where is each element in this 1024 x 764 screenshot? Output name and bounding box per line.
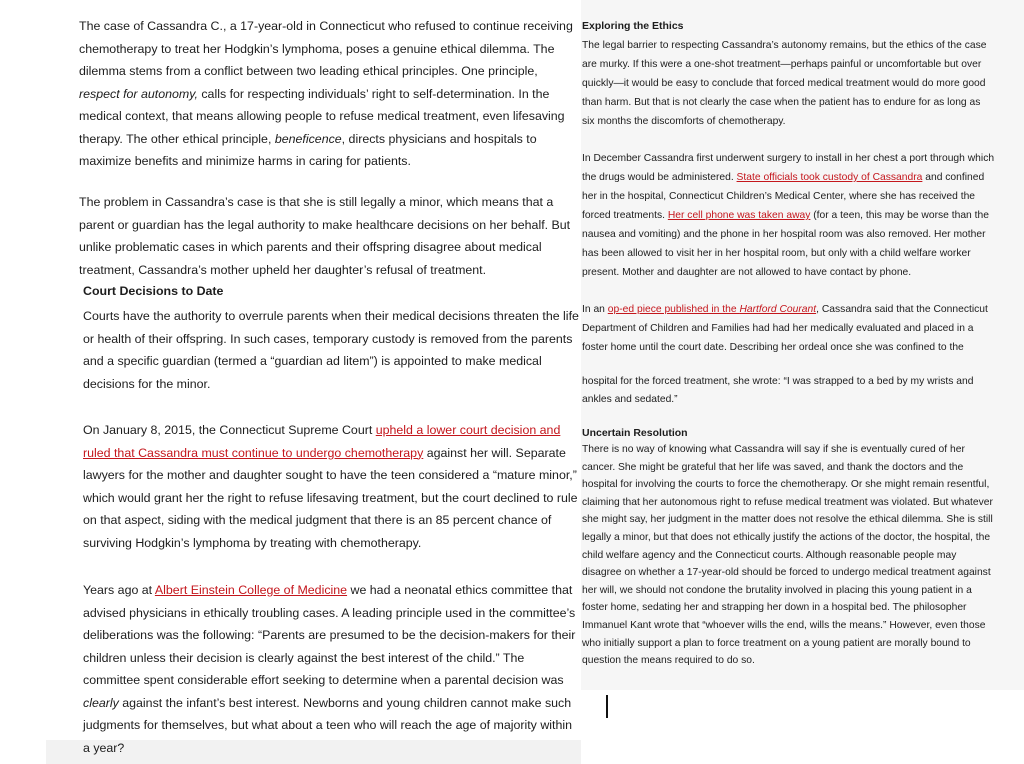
text-run: , directs physicians and hospitals to maximize benefits and minimize harms in caring for patients.	[79, 131, 537, 168]
link-text: op-ed piece published in the	[607, 304, 740, 315]
text-line	[582, 300, 988, 319]
text-run: the drugs would be administered.	[582, 172, 737, 183]
link-court-decision[interactable]: upheld a lower court decision and ruled that Cassandra must continue to undergo chemotherapy	[83, 423, 561, 460]
text-run: and confined	[922, 172, 985, 183]
text-line: six months the discomforts of chemotherapy.	[582, 116, 786, 127]
left-article-column	[46, 0, 581, 764]
text-line: The legal barrier to respecting Cassandra’s autonomy remains, but the ethics of the case	[582, 40, 987, 51]
paragraph-ethics-murky	[582, 36, 986, 131]
paragraph-strapped-quote	[582, 373, 973, 409]
heading-uncertain-resolution: Uncertain Resolution	[582, 427, 688, 439]
text-run: On January 8, 2015, the Connecticut Supreme Court	[83, 423, 376, 437]
text-run: forced treatments.	[582, 210, 668, 221]
text-line: nausea and vomiting) and the phone in her hospital room was also removed. Her mother	[582, 229, 986, 240]
text-run: Years ago at	[83, 583, 155, 597]
text-line: cancer. She might be grateful that her life was saved, and thank the doctors and the	[582, 461, 964, 473]
text-line: Department of Children and Families had had her medically evaluated and placed in a	[582, 323, 974, 334]
text-run: , Cassandra said that the Connecticut	[816, 304, 988, 315]
link-text-italic: Hartford Courant	[739, 304, 817, 315]
text-line: foster home, sedating her and strapping her down in a hospital bed. The philosopher	[582, 602, 967, 614]
text-line: In December Cassandra first underwent surgery to install in her chest a port through which	[582, 153, 995, 164]
paragraph-problem: The problem in Cassandra’s case is that she is still legally a minor, which means that a parent or guardian has the legal authority to make healthcare decisions on her behalf. But unlike problematic cases in which parents and their offspring disagree about medical treatment, Cassandra’s mother upheld her daughter’s refusal of treatment.	[79, 195, 571, 277]
text-line: hospital for the forced treatment, she wrote: “I was strapped to a bed by my wrists and	[582, 376, 974, 387]
text-line: hospital for involving the courts to force the chemotherapy. Or she might remain resentful,	[582, 479, 990, 491]
text-line: There is no way of knowing what Cassandra will say if she is eventually cured of her	[582, 444, 965, 455]
heading-court-decisions: Court Decisions to Date	[83, 284, 224, 298]
text-line: she might say, her judgment in the matter does not resolve the ethical dilemma. She is still	[582, 514, 993, 526]
text-line	[582, 206, 994, 225]
paragraph-op-ed	[582, 300, 988, 357]
text-line: claiming that her autonomous right to refuse medical treatment was violated. But whatever	[582, 496, 993, 508]
text-run: (for a teen, this may be worse than the	[810, 210, 989, 221]
paragraph-december-surgery	[582, 149, 994, 282]
emphasis-beneficence: beneficence	[274, 131, 342, 146]
text-run: we had a neonatal ethics committee that advised physicians in ethically troubling cases. A leading principle used in the committee’s deliberations was the following: “Parents are presumed to be the decision-makers for their children unless their decision is clearly against the best interest of the child.” The committee spent considerable effort seeking to determine when a parental decision was	[83, 583, 576, 687]
text-line: her in the hospital, Connecticut Children’s Medical Center, where she has received the	[582, 191, 976, 202]
text-line: who initially support a plan to force treatment on a young patient are morally bound to	[582, 637, 971, 649]
paragraph-ethics-committee	[83, 579, 579, 759]
text-line: present. Mother and daughter are not allowed to have contact by phone.	[582, 267, 912, 278]
text-run: In an	[582, 304, 608, 315]
text-line: disagree on whether a 17-year-old should be forced to undergo medical treatment against	[582, 567, 991, 579]
text-line	[582, 168, 994, 187]
heading-exploring-ethics: Exploring the Ethics	[582, 20, 684, 32]
emphasis-autonomy: respect for autonomy,	[79, 86, 198, 101]
link-albert-einstein-college[interactable]: Albert Einstein College of Medicine	[154, 583, 348, 597]
paragraph-court-authority: Courts have the authority to overrule parents when their medical decisions threaten the life or health of their offspring. In such cases, temporary custody is removed from the parents and a specific guardian (termed a “guardian ad litem”) is appointed to make medical decisions for the minor.	[83, 309, 579, 391]
text-line: question the means required to do so.	[582, 655, 755, 667]
text-run: calls for respecting individuals’ right to self-determination. In the medical context, that means allowing people to refuse medical treatment, even lifesaving therapy. The other ethical principle,	[79, 86, 565, 146]
text-line: her will, we should not condone the brutality involved in placing this young patient in a	[582, 584, 972, 596]
text-line: has been allowed to visit her in her hospital room, but only with a child welfare worker	[582, 248, 971, 259]
link-hartford-courant-oped[interactable]	[608, 304, 816, 315]
link-state-custody[interactable]: State officials took custody of Cassandra	[736, 172, 923, 183]
right-article-column	[581, 0, 1024, 764]
emphasis-clearly: clearly	[83, 695, 119, 710]
link-cell-phone-taken[interactable]: Her cell phone was taken away	[667, 210, 811, 221]
text-line: than harm. But that is not clearly the case when the patient has to endure for as long as	[582, 97, 981, 108]
paragraph-intro	[79, 15, 579, 173]
text-line: legally a minor, but that does not ethically justify the actions of the doctor, the hospital, the	[582, 531, 991, 543]
text-run: The case of Cassandra C., a 17-year-old in Connecticut who refused to continue receiving chemotherapy to treat her Hodgkin’s lymphoma, poses a genuine ethical dilemma. The dilemma stems from a conflict between two leading ethical principles. One principle,	[79, 19, 573, 78]
text-insertion-cursor	[606, 695, 608, 718]
text-line: child welfare agency and the Connecticut courts. Although reasonable people may	[582, 549, 957, 561]
text-line: quickly—it would be easy to conclude that forced medical treatment would do more good	[582, 78, 986, 89]
paragraph-uncertain-resolution	[582, 441, 993, 670]
text-line: ankles and sedated.”	[582, 394, 678, 405]
text-run: against the infant’s best interest. Newborns and young children cannot make such judgments for themselves, but what about a teen who will reach the age of majority within a year?	[83, 695, 573, 755]
text-line: foster home until the court date. Describing her ordeal once she was confined to the	[582, 342, 964, 353]
paragraph-supreme-court	[83, 419, 579, 554]
text-line: are murky. If this were a one-shot treatment—perhaps painful or uncomfortable but over	[582, 59, 982, 70]
text-line: Immanuel Kant wrote that “whoever wills the end, wills the means.” However, even those	[582, 619, 986, 631]
text-run: against her will. Separate lawyers for the mother and daughter sought to have the teen considered a “mature minor,” which would grant her the right to refuse lifesaving treatment, but the court declined to rule on that aspect, siding with the medical judgment that there is an 85 percent chance of surviving Hodgkin’s lymphoma by treating with chemotherapy.	[83, 445, 578, 550]
column-bottom-area	[581, 690, 1024, 764]
